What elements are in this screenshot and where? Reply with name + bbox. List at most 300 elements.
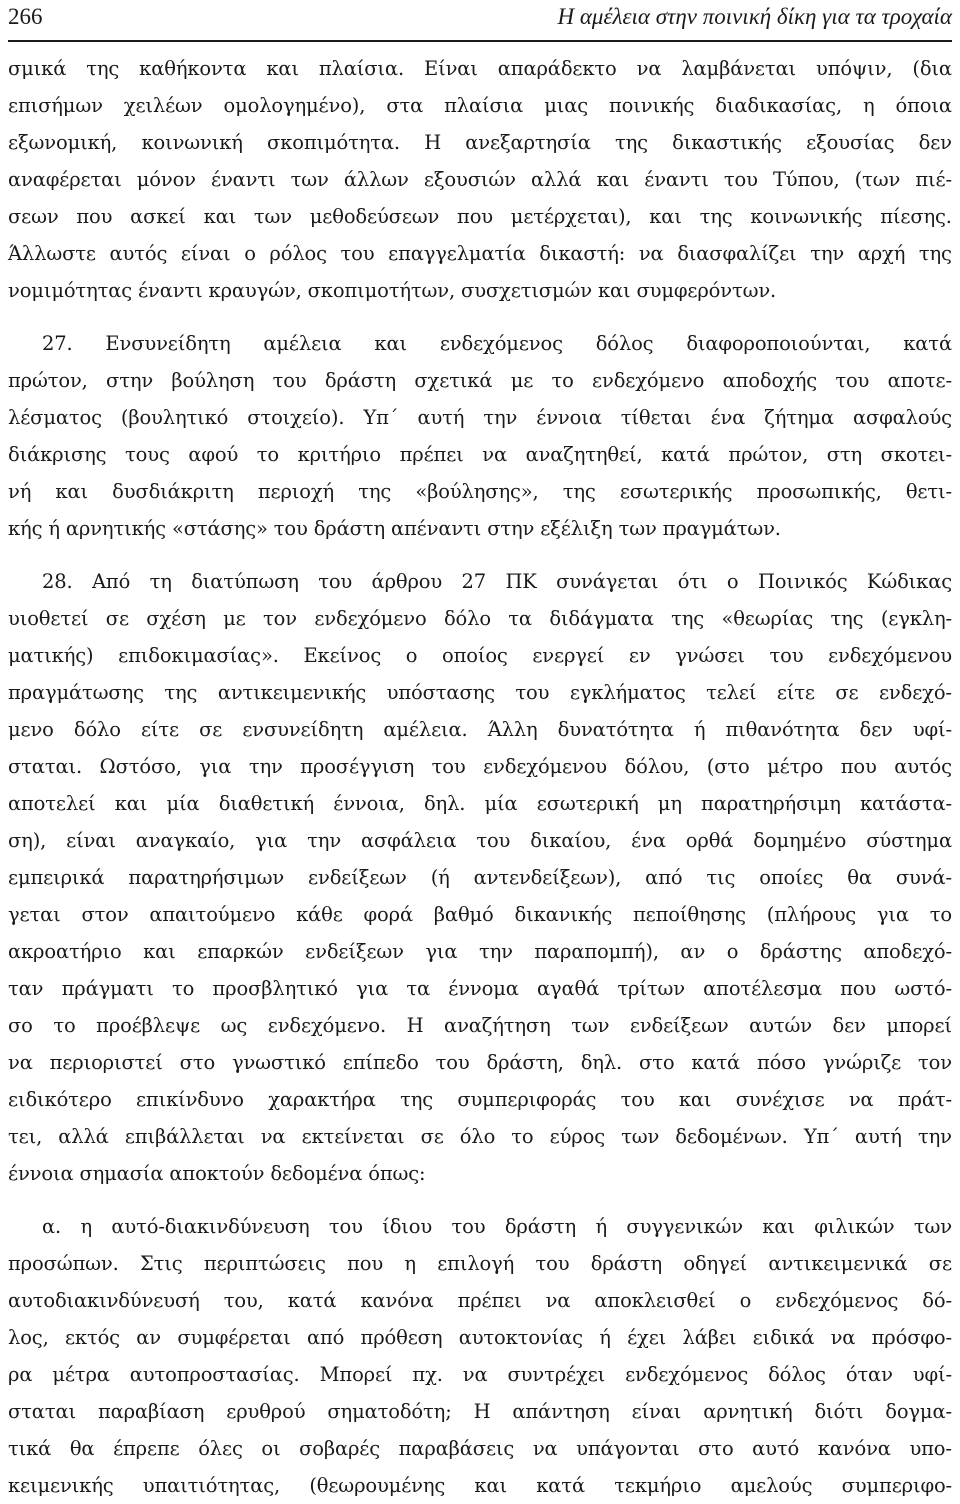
word: αντενδείξεων), (473, 866, 622, 889)
word: παρατηρήσιμων (128, 866, 285, 889)
word: ασφαλούς (852, 406, 952, 429)
word: παραβάσεις (398, 1437, 515, 1460)
text-line (8, 362, 952, 399)
text-line (8, 198, 952, 235)
word: μενο (8, 718, 54, 741)
word: βούληση (171, 369, 255, 392)
body-text (8, 50, 952, 1504)
word: Είναι (423, 57, 478, 80)
text-line (8, 1245, 952, 1282)
word: δόλος (595, 332, 654, 355)
word: το (929, 903, 952, 926)
word: ενδεχόμενος (625, 1363, 749, 1386)
word: δράστη, (486, 1051, 564, 1074)
word: παραπομπή), (534, 940, 659, 963)
word: κατά (287, 1289, 337, 1312)
word: για (356, 977, 389, 1000)
text-line (8, 1155, 952, 1192)
word: για (425, 940, 458, 963)
word: με (223, 607, 246, 630)
word: έννοια, (333, 792, 405, 815)
word: ασκεί (130, 205, 186, 228)
word: συνέχισε (735, 1088, 825, 1111)
text-line (8, 896, 952, 933)
word: αυτοκτονίας (458, 1326, 583, 1349)
word: αυτών (749, 1014, 812, 1037)
word: απάντηση (512, 1400, 610, 1423)
word: οδηγεί (683, 1252, 748, 1275)
word: ρόλος (269, 242, 327, 265)
text-line (8, 1282, 952, 1319)
word: νή (8, 480, 32, 503)
word: εν (628, 644, 651, 667)
text-line (8, 272, 952, 309)
word: ποινικής (608, 94, 695, 117)
word: υπόψιν, (816, 57, 893, 80)
word: χαρακτήρα (268, 1088, 376, 1111)
word: πρέπει (457, 1289, 522, 1312)
word: να (260, 1125, 286, 1148)
word: πρώτον, (728, 443, 809, 466)
word: ενδείξεων (305, 940, 404, 963)
word: αρχή (857, 242, 906, 265)
word: να (545, 1289, 571, 1312)
word: εσωτερική (536, 792, 639, 815)
text-line (8, 1081, 952, 1118)
word: συγγενικών (626, 1215, 743, 1238)
word: που (347, 1252, 384, 1275)
word: στον (81, 903, 129, 926)
word: απαιτούμενο (149, 903, 276, 926)
word: επιλογή (437, 1252, 515, 1275)
word: δομημένο (753, 829, 847, 852)
word: ωστό- (894, 977, 952, 1000)
word: είτε (140, 718, 179, 741)
word: λέσματος (8, 406, 102, 429)
word: μεθοδεύσεων (309, 205, 440, 228)
word: θα (847, 866, 872, 889)
paragraph (8, 563, 952, 1192)
word: κάθε (296, 903, 343, 926)
word: Ενσυνείδητη (105, 332, 231, 355)
word: ενσυνείδητη (242, 718, 364, 741)
word: θα (69, 1437, 95, 1460)
word: του (272, 369, 307, 392)
word: ενδείξεων (629, 1014, 729, 1037)
word: όταν (845, 1363, 893, 1386)
word: δικαστή: (539, 242, 626, 265)
word: οποίος (442, 644, 508, 667)
word: των (253, 205, 292, 228)
word: είναι (180, 242, 231, 265)
word: το (511, 1125, 534, 1148)
word: ορθά (685, 829, 734, 852)
word: έννομα (448, 977, 519, 1000)
word: πράγματι (61, 977, 154, 1000)
word: την (307, 829, 342, 852)
word: δράστη (590, 1252, 663, 1275)
text-line (8, 933, 952, 970)
word: ειδικά (752, 1326, 815, 1349)
word: έναντι (644, 168, 709, 191)
word: επιβάλλεται (124, 1125, 245, 1148)
word: ο (405, 644, 418, 667)
word: δεδομένα (270, 1162, 363, 1185)
word: και (114, 792, 148, 815)
word: όλο (459, 1125, 496, 1148)
word: δόλου, (624, 755, 690, 778)
word: κατά (661, 443, 710, 466)
word: έννοια (8, 1162, 74, 1185)
word: Υπ΄ (363, 406, 399, 429)
word: δικαίου, (530, 829, 612, 852)
word: κατάστα- (859, 792, 952, 815)
word: Εκείνος (303, 644, 382, 667)
word: σχέση (146, 607, 206, 630)
word: επιδοκιμασίας». (118, 644, 279, 667)
word: δεν (918, 131, 952, 154)
word: να (638, 242, 664, 265)
word: Άλλωστε (8, 242, 96, 265)
word: χειλέων (123, 94, 203, 117)
word: τει, (8, 1125, 43, 1148)
word: ένα (631, 829, 666, 852)
word: της (400, 1088, 434, 1111)
word: δράστη (324, 369, 397, 392)
paragraph-gap (8, 1192, 952, 1208)
word: και (649, 205, 682, 228)
running-title: Η αμέλεια στην ποινική δίκη για τα τροχαία (557, 4, 952, 29)
paragraph (8, 50, 952, 309)
text-line (8, 970, 952, 1007)
word: κειμενικής (8, 1474, 114, 1497)
word: μόνον (136, 168, 196, 191)
word: 27 (461, 570, 487, 593)
word: άρθρου (371, 570, 443, 593)
text-line (8, 1430, 952, 1467)
word: σοβαρές (299, 1437, 381, 1460)
word: και (596, 168, 630, 191)
word: δράστη (313, 517, 385, 540)
word: προσώπων. (8, 1252, 119, 1275)
word: τη (149, 570, 172, 593)
word: του (435, 1051, 470, 1074)
word: τον (263, 607, 297, 630)
word: σχετικά (414, 369, 493, 392)
word: σε (835, 681, 859, 704)
text-line (8, 1467, 952, 1504)
word: του (769, 644, 804, 667)
word: αν (680, 940, 706, 963)
word: έναντι (138, 279, 203, 302)
word: το (53, 1014, 76, 1037)
word: (βουλητικό (120, 406, 229, 429)
word: ως (220, 1014, 248, 1037)
word: σηματοδότη; (327, 1400, 452, 1423)
word: εμπειρικά (8, 866, 105, 889)
word: πράτ- (897, 1088, 952, 1111)
word: παραβίαση (97, 1400, 205, 1423)
word: σε (199, 718, 223, 741)
word: αυτή (854, 1125, 902, 1148)
word: πιέ- (915, 168, 952, 191)
word: δηλ. (580, 1051, 623, 1074)
word: τις (706, 866, 736, 889)
word: του (620, 1088, 655, 1111)
word: αναζήτηση (444, 1014, 551, 1037)
word: Άλλη (487, 718, 538, 741)
word: του, (223, 1289, 264, 1312)
word: όπως: (368, 1162, 426, 1185)
word: ίδιου (382, 1215, 433, 1238)
word: προέβλεψε (96, 1014, 201, 1037)
word: (στο (706, 755, 750, 778)
word: ενδεχόμενου (828, 644, 952, 667)
word: επικίνδυνο (135, 1088, 244, 1111)
word: ματικής) (8, 644, 94, 667)
word: πόσο (756, 1051, 806, 1074)
word: το (256, 443, 279, 466)
word: υπόστασης (386, 681, 495, 704)
word: δικανικής (514, 903, 613, 926)
word: ομολογημένο), (223, 94, 366, 117)
word: δυσδιάκριτη (112, 480, 234, 503)
word: είναι (631, 1400, 682, 1423)
word: ενεργεί (532, 644, 605, 667)
word: «βούλησης», (415, 480, 539, 503)
word: της (671, 607, 705, 630)
word: των (618, 517, 657, 540)
word: ο (726, 570, 739, 593)
word: οποίες (759, 866, 824, 889)
word: υπάγονται (576, 1437, 680, 1460)
word: (δια (912, 57, 952, 80)
word: διαφοροποιούνται, (686, 332, 871, 355)
word: αναζητηθεί, (525, 443, 643, 466)
word: σμικά (8, 57, 67, 80)
word: πεποίθησης (633, 903, 746, 926)
text-line (8, 1319, 952, 1356)
text-line (8, 1393, 952, 1430)
word: ή (693, 718, 706, 741)
word: συσχετισμών (461, 279, 592, 302)
word: αυτό-διακινδύνευση (111, 1215, 310, 1238)
word: διατύπωση (191, 570, 299, 593)
word: ένα (710, 406, 746, 429)
paragraph (8, 325, 952, 547)
word: και (374, 332, 407, 355)
word: τον (917, 1051, 952, 1074)
document-page (8, 0, 952, 1504)
word: καθήκοντα (139, 57, 247, 80)
text-line (8, 87, 952, 124)
word: το (172, 977, 195, 1000)
word: κανόνα (817, 1437, 891, 1460)
word: άλλων (343, 168, 409, 191)
word: προσωπικής, (756, 480, 882, 503)
word: πραγμάτωσης (8, 681, 144, 704)
paragraph-gap (8, 547, 952, 563)
word: και (678, 1088, 712, 1111)
word: από (306, 1326, 345, 1349)
word: επίπεδο (342, 1051, 419, 1074)
word: ασφάλεια (360, 829, 457, 852)
word: δόλο (443, 607, 491, 630)
word: πίεσης. (880, 205, 952, 228)
word: ταν (8, 977, 44, 1000)
word: σεων (8, 205, 59, 228)
word: διδάγματα (549, 607, 654, 630)
word: και (597, 279, 631, 302)
word: σο (8, 1014, 33, 1037)
word: θετι- (905, 480, 952, 503)
word: αποκτούν (169, 1162, 265, 1185)
word: υιοθετεί (8, 607, 89, 630)
word: Η (406, 1014, 424, 1037)
page-number: 266 (8, 4, 43, 29)
text-line (8, 235, 952, 272)
word: πρόσφο- (871, 1326, 952, 1349)
word: α. (42, 1215, 62, 1238)
word: φιλικών (814, 1215, 895, 1238)
word: σύστημα (866, 829, 952, 852)
word: που (840, 977, 877, 1000)
word: αποτέλεσμα (703, 977, 822, 1000)
word: αρνητικής (65, 517, 166, 540)
word: στοιχείο). (247, 406, 345, 429)
word: εξέλιξη (540, 517, 613, 540)
word: να (848, 1088, 874, 1111)
word: μία (484, 792, 518, 815)
word: ο (739, 1289, 752, 1312)
word: του (318, 570, 353, 593)
word: γνωστικό (231, 1051, 326, 1074)
word: ΠΚ (505, 570, 537, 593)
text-line (8, 325, 952, 362)
word: όποια (895, 94, 952, 117)
word: αυτός (109, 242, 168, 265)
word: αποδεχό- (863, 940, 952, 963)
word: πρόθεση (360, 1326, 443, 1349)
word: πλαίσια. (318, 57, 404, 80)
word: σε (928, 1252, 952, 1275)
word: γνώσει (675, 644, 745, 667)
text-line (8, 822, 952, 859)
word: απέναντι (390, 517, 482, 540)
text-line (8, 473, 952, 510)
word: αντικειμενικής (217, 681, 367, 704)
word: υπο- (909, 1437, 952, 1460)
word: την (248, 755, 283, 778)
word: δό- (922, 1289, 952, 1312)
word: αντικειμενικά (768, 1252, 908, 1275)
word: υφί- (912, 1363, 952, 1386)
word: η (404, 1252, 416, 1275)
word: τικά (8, 1437, 52, 1460)
word: του (328, 1215, 363, 1238)
word: σκοτει- (880, 443, 952, 466)
word: είναι (66, 829, 116, 852)
word: λαμβάνεται (681, 57, 797, 80)
word: σκοπιμοτήτων, (307, 279, 456, 302)
word: έχει (627, 1326, 667, 1349)
text-line (8, 563, 952, 600)
word: διασφαλίζει (677, 242, 797, 265)
word: (θεωρουμένης (309, 1474, 446, 1497)
word: της (830, 607, 864, 630)
word: προσβλητικό (212, 977, 338, 1000)
word: 28. (42, 570, 73, 593)
word: πρώτον, (8, 369, 88, 392)
word: αναγκαίο, (135, 829, 236, 852)
word: δράστη (504, 1215, 577, 1238)
word: «στάσης» (171, 517, 268, 540)
word: κανόνα (360, 1289, 434, 1312)
word: και (474, 1474, 507, 1497)
word: επισήμων (8, 94, 103, 117)
word: επαγγελματία (388, 242, 526, 265)
word: για (255, 829, 288, 852)
text-line (8, 436, 952, 473)
word: μέτρο (767, 755, 824, 778)
word: που (457, 205, 494, 228)
word: και (55, 480, 88, 503)
word: υφί- (912, 718, 952, 741)
word: του (340, 242, 375, 265)
word: βαθμό (433, 903, 494, 926)
word: πραγμάτων. (662, 517, 781, 540)
word: σε (105, 607, 129, 630)
word: διαθετική (218, 792, 315, 815)
word: που (840, 755, 877, 778)
word: ή (595, 1215, 608, 1238)
word: αφού (188, 443, 239, 466)
word: έπρεπε (113, 1437, 180, 1460)
word: για (199, 755, 232, 778)
word: περιοριστεί (49, 1051, 163, 1074)
word: σταται (8, 1400, 76, 1423)
word: να (482, 443, 507, 466)
word: και (143, 940, 176, 963)
word: νομιμότητας (8, 279, 133, 302)
word: κοινωνικής (750, 205, 863, 228)
word: ειδικότερο (8, 1088, 112, 1111)
word: δυνατότητα (557, 718, 674, 741)
word: αγαθά (536, 977, 600, 1000)
word: της (918, 242, 952, 265)
word: δεν (859, 718, 893, 741)
word: (εγκλη- (880, 607, 952, 630)
word: η (80, 1215, 93, 1238)
text-line (8, 674, 952, 711)
word: στην (487, 517, 535, 540)
word: της (164, 681, 198, 704)
word: ενδεχόμενο (592, 369, 705, 392)
text-line (8, 859, 952, 896)
word: να (462, 1363, 488, 1386)
word: επαρκών (197, 940, 284, 963)
word: αλλά (530, 168, 582, 191)
word: περιπτώσεις (203, 1252, 326, 1275)
text-line (8, 1118, 952, 1155)
word: συμπεριφοράς (457, 1088, 597, 1111)
word: στα (386, 94, 424, 117)
word: από (645, 866, 683, 889)
word: στο (639, 1051, 675, 1074)
word: συνάγεται (556, 570, 659, 593)
word: αυτή (417, 406, 465, 429)
text-line (8, 399, 952, 436)
